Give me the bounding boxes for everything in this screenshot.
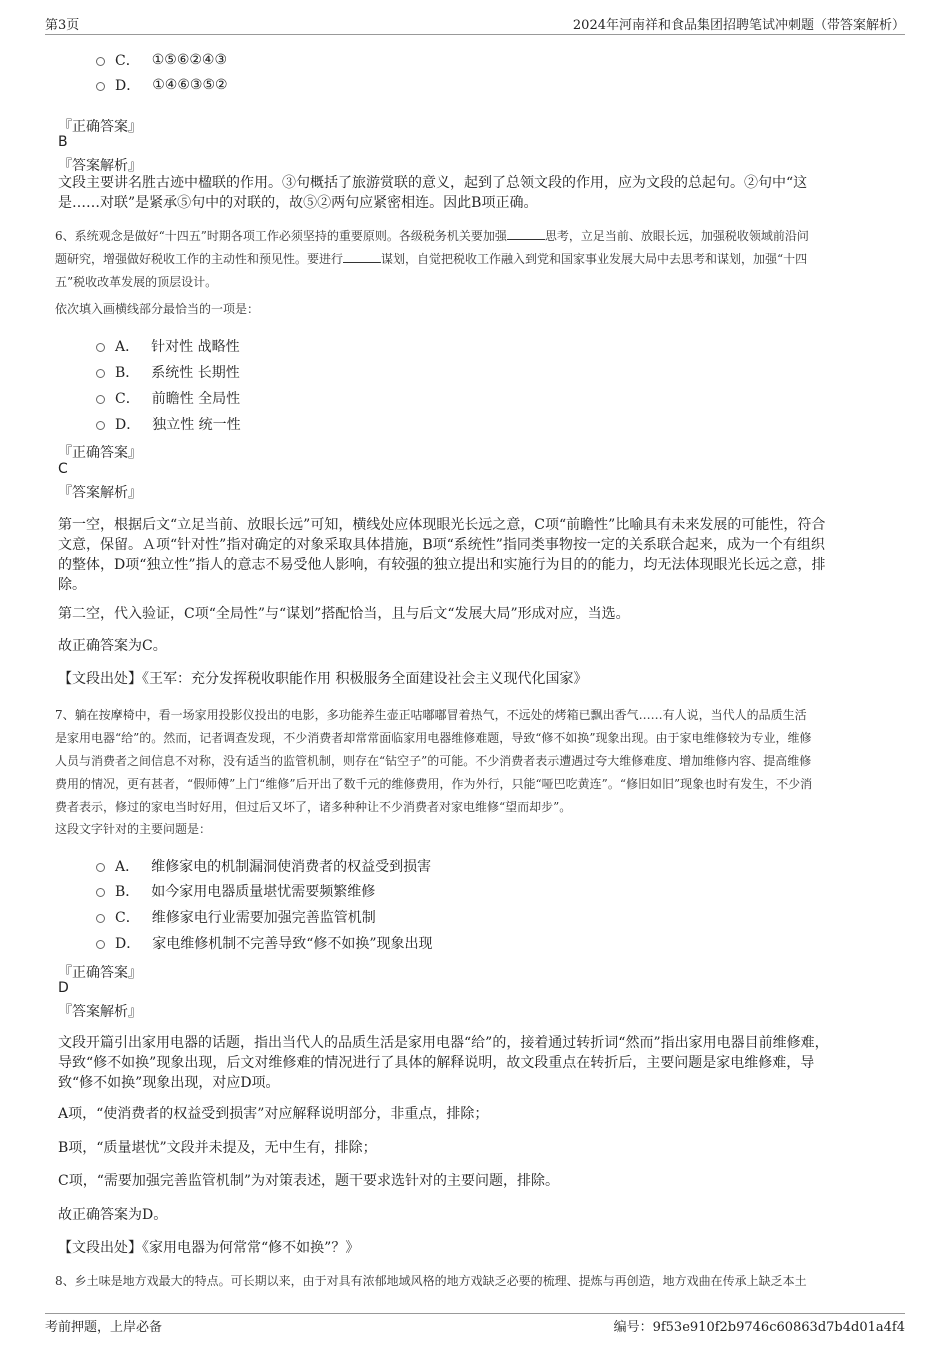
q5-answer-label: 『正确答案』 — [58, 119, 142, 135]
radio-icon[interactable] — [96, 940, 105, 949]
q7-option-b[interactable]: B． 如今家用电器质量堪忧需要频繁维修 — [96, 881, 375, 901]
fill-blank — [343, 252, 381, 263]
q7-analysis-a: A项，“使消费者的权益受到损害”对应解释说明部分，非重点，排除； — [58, 1106, 489, 1122]
q5-analysis: 文段主要讲名胜古迹中楹联的作用。③句概括了旅游赏联的意义，起到了总领文段的作用，应为文段的总起句。②句中“这 是……对联”是紧承⑤句中的对联的，故⑤②两句应紧密相连。因此B项正确。 — [58, 175, 808, 211]
document-title: 2024年河南祥和食品集团招聘笔试冲刺题（带答案解析） — [572, 18, 905, 33]
radio-icon[interactable] — [96, 914, 105, 923]
fill-blank — [507, 229, 545, 240]
q6-answer-label: 『正确答案』 — [58, 445, 142, 461]
radio-icon[interactable] — [96, 421, 105, 430]
q5-option-c[interactable]: C． ①⑤⑥②④③ — [96, 50, 227, 70]
radio-icon[interactable] — [96, 888, 105, 897]
q7-analysis-end: 故正确答案为D。 — [58, 1207, 168, 1223]
q7-answer: D — [58, 980, 69, 996]
radio-icon[interactable] — [96, 395, 105, 404]
q6-source: 【文段出处】《王军：充分发挥税收职能作用 积极服务全面建设社会主义现代化国家》 — [58, 671, 588, 687]
radio-icon[interactable] — [96, 369, 105, 378]
q8-stem: 8、乡土味是地方戏最大的特点。可长期以来，由于对具有浓郁地域风格的地方戏缺乏必要的梳理、提炼与再创造，地方戏曲在传承上缺乏本土 — [55, 1274, 807, 1288]
radio-icon[interactable] — [96, 343, 105, 352]
q6-analysis-p2: 第二空，代入验证，C项“全局性”与“谋划”搭配恰当，且与后文“发展大局”形成对应，当选。 — [58, 606, 630, 622]
q7-option-d[interactable]: D． 家电维修机制不完善导致“修不如换”现象出现 — [96, 933, 433, 953]
q7-analysis-c: C项，“需要加强完善监管机制”为对策表述，题干要求选针对的主要问题，排除。 — [58, 1173, 560, 1189]
q6-answer: C — [58, 461, 68, 477]
q6-option-a[interactable]: A． 针对性 战略性 — [96, 336, 240, 356]
q5-analysis-label: 『答案解析』 — [58, 158, 142, 174]
q6-analysis-p1: 第一空，根据后文“立足当前、放眼长远”可知，横线处应体现眼光长远之意，C项“前瞻性”比喻具有未来发展的可能性，符合 文意，保留。Ａ项“针对性”指对确定的对象采取具体措施，B项“系统性”指同类事物按一定的关系联合起来，成为一个有组织 的整体，D项“独立性”指人的意志不易受他人影响，有较强的独立提出和实施行为目的的能力，均无法体现眼光长远之意，排 除。 — [58, 517, 826, 593]
page-header — [45, 12, 905, 35]
q6-option-c[interactable]: C． 前瞻性 全局性 — [96, 388, 240, 408]
q7-source: 【文段出处】《家用电器为何常常“修不如换”？》 — [58, 1240, 360, 1256]
q7-analysis-b: B项，“质量堪忧”文段并未提及，无中生有，排除； — [58, 1140, 377, 1156]
q6-analysis-label: 『答案解析』 — [58, 485, 142, 501]
q7-stem: 7、躺在按摩椅中，看一场家用投影仪投出的电影，多功能养生壶正咕嘟嘟冒着热气，不远处的烤箱已飘出香气……有人说，当代人的品质生活 是家用电器“给”的。然而，记者调查发现，不少消费者却常常面临家用电器维修难题，导致“修不如换”现象出现。由于家电维修较为专业，维修 人员与消费者之间信息不对称，没有适当的监管机制，则存在“钻空子”的可能。不少消费者表示遭遇过夸大维修难度、增加维修内容、提高维修 费用的情况，更有甚者，“假师傅”上门“维修”后开出了数千元的维修费用，作为外行，只能“哑巴吃黄连”。“修旧如旧”现象也时有发生，不少消 费者表示，修过的家电当时好用，但过后又坏了，诸多种种让不少消费者对家电维修“望而却步”。 — [55, 708, 813, 814]
q7-option-a[interactable]: A． 维修家电的机制漏洞使消费者的权益受到损害 — [96, 856, 431, 876]
q6-option-d[interactable]: D． 独立性 统一性 — [96, 414, 241, 434]
q6-stem: 6、系统观念是做好“十四五”时期各项工作必须坚持的重要原则。各级税务机关要加强 思考，立足当前、放眼长远，加强税收领域前沿问 题研究，增强做好税收工作的主动性和预见性。要进行 谋划，自觉把税收工作融入到党和国家事业发展大局中去思考和谋划，加强“十四 五”税收改革发展的顶层设计。 — [55, 229, 809, 289]
page-footer — [45, 1313, 905, 1334]
q7-prompt: 这段文字针对的主要问题是： — [55, 822, 212, 836]
page-number: 第3页 — [45, 18, 80, 33]
q7-option-c[interactable]: C． 维修家电行业需要加强完善监管机制 — [96, 907, 376, 927]
radio-icon[interactable] — [96, 863, 105, 872]
q6-prompt: 依次填入画横线部分最恰当的一项是： — [55, 302, 260, 316]
radio-icon[interactable] — [96, 57, 105, 66]
document-id: 编号：9f53e910f2b9746c60863d7b4d01a4f4 — [613, 1320, 905, 1335]
q5-answer: B — [58, 134, 68, 150]
q6-option-b[interactable]: B． 系统性 长期性 — [96, 362, 240, 382]
footer-slogan: 考前押题，上岸必备 — [45, 1320, 163, 1335]
q7-analysis-p1: 文段开篇引出家用电器的话题，指出当代人的品质生活是家用电器“给”的，接着通过转折词“然而”指出家用电器目前维修难， 导致“修不如换”现象出现，后文对维修难的情况进行了具体的解释说明，故文段重点在转折后，主要问题是家电维修难，导 致“修不如换”现象出现，对应D项。 — [58, 1035, 829, 1091]
q6-analysis-p3: 故正确答案为C。 — [58, 638, 167, 654]
q5-option-d[interactable]: D． ①④⑥③⑤② — [96, 75, 228, 95]
q7-analysis-label: 『答案解析』 — [58, 1004, 142, 1020]
q7-answer-label: 『正确答案』 — [58, 965, 142, 981]
radio-icon[interactable] — [96, 82, 105, 91]
